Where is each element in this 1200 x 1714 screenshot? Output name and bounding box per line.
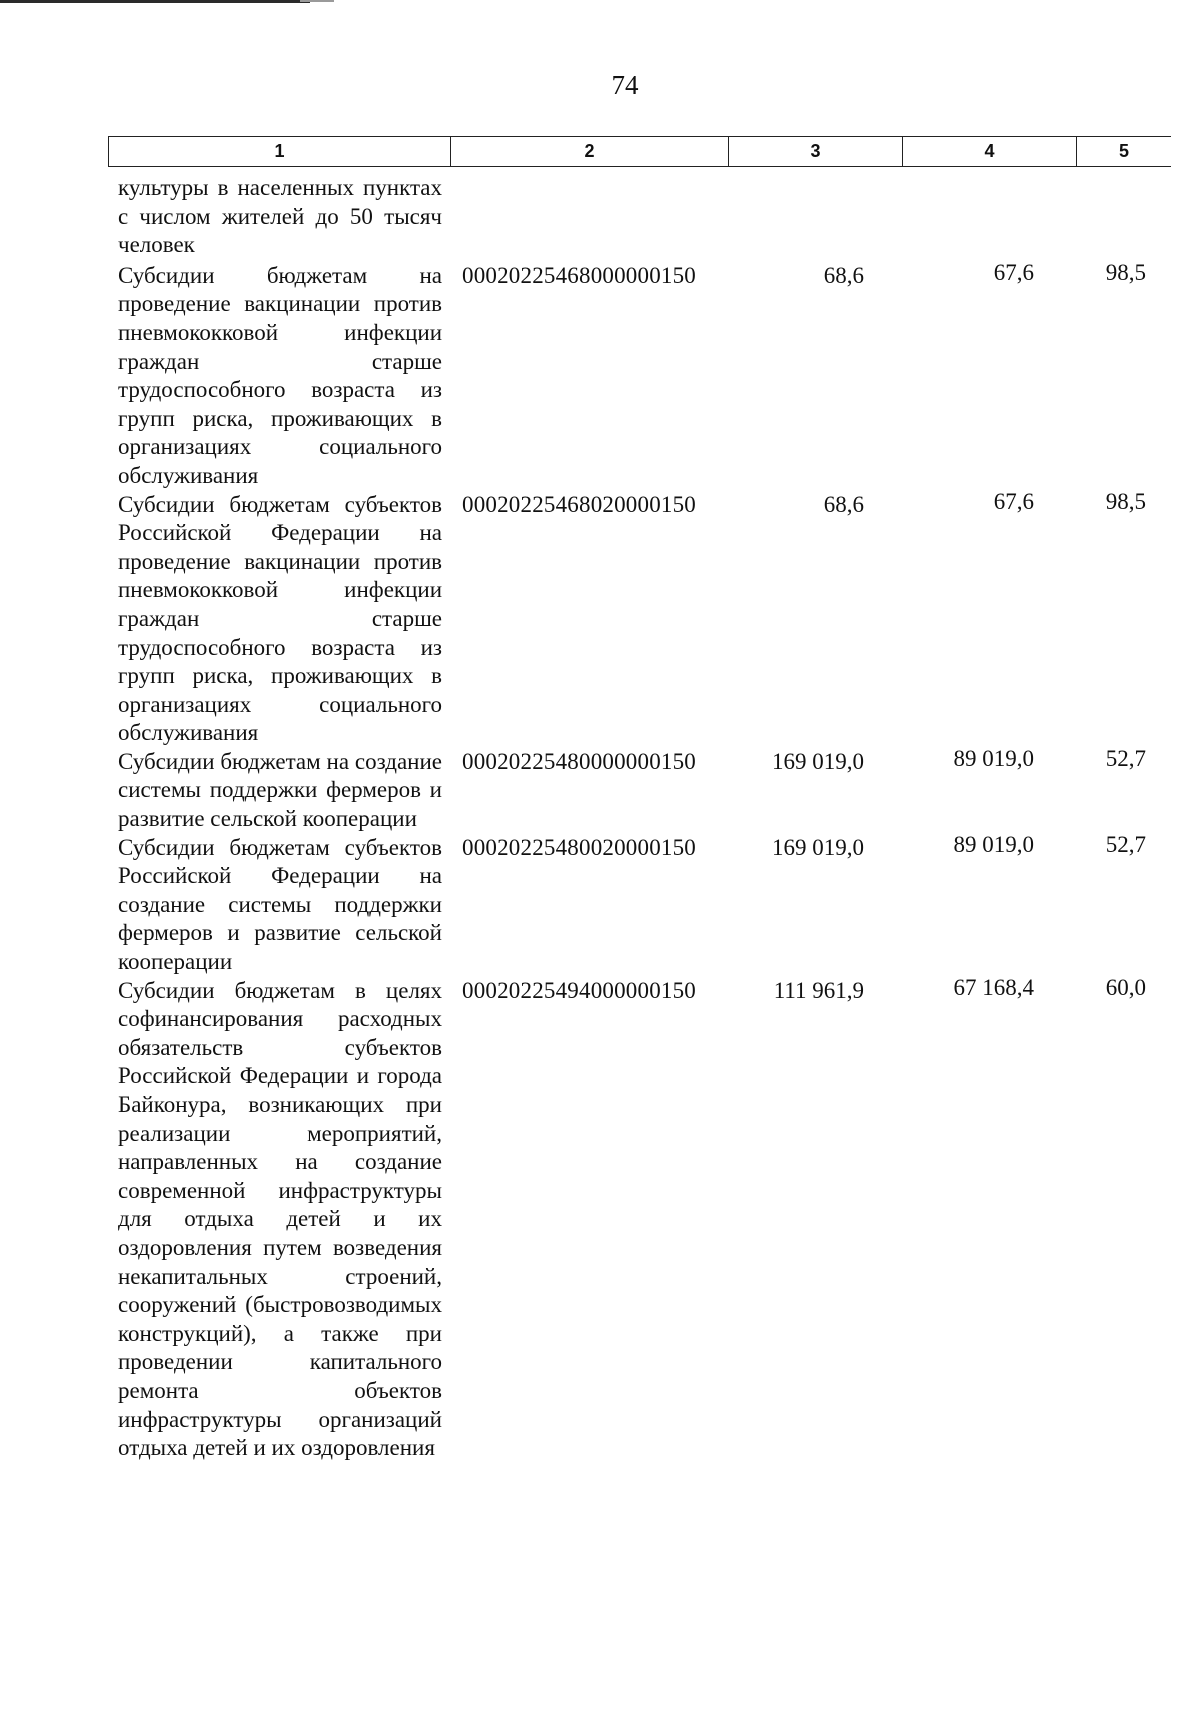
row-value-4: 67 168,4 (953, 974, 1034, 1000)
table-row (0, 974, 1200, 1463)
row-value-5: 60,0 (1105, 974, 1146, 1000)
row-code: 00020225480020000150 (462, 834, 696, 860)
row-value-4: 67,6 (993, 488, 1034, 514)
row-value-5: 98,5 (1105, 488, 1146, 514)
header-col-4: 4 (903, 137, 1077, 166)
scan-artifact-line (0, 0, 310, 3)
table-header (108, 136, 1171, 167)
row-value-5: 52,7 (1105, 831, 1146, 857)
row-name: Субсидии бюджетам субъектов Российской Федерации на создание системы поддержки фермеров и развитие сельской кооперации (118, 834, 442, 975)
table-row (0, 259, 1200, 491)
table-body (0, 174, 1200, 1463)
row-value-4: 89 019,0 (953, 831, 1034, 857)
table-row (0, 745, 1200, 834)
row-code: 00020225468020000150 (462, 491, 696, 517)
row-name: Субсидии бюджетам в целях софинансирования расходных обязательств субъектов Российской Федерации и города Байконура, возникающих при реализации мероприятий, направленных на создание современной инфраструктуры для отдыха детей и их оздоровления путем возведения некапитальных строений, сооружений (быстровозводимых конструкций), а также при проведении капитального ремонта объектов инфраструктуры организаций отдыха детей и их оздоровления (118, 977, 442, 1461)
page-number: 74 (611, 70, 639, 100)
header-col-2: 2 (451, 137, 729, 166)
table-row (0, 174, 1200, 260)
row-value-3: 169 019,0 (772, 748, 864, 774)
row-value-3: 68,6 (823, 262, 864, 288)
row-value-3: 111 961,9 (773, 977, 864, 1003)
row-code: 00020225468000000150 (462, 262, 696, 288)
row-value-4: 67,6 (993, 259, 1034, 285)
row-name: Субсидии бюджетам на создание системы поддержки фермеров и развитие сельской кооперации (118, 748, 442, 832)
header-col-5: 5 (1118, 141, 1129, 161)
row-code: 00020225480000000150 (462, 748, 696, 774)
header-col-1: 1 (109, 137, 451, 166)
table-row (0, 831, 1200, 977)
row-value-3: 169 019,0 (772, 834, 864, 860)
row-value-5: 52,7 (1105, 745, 1146, 771)
row-name: Субсидии бюджетам на проведение вакцинации против пневмококковой инфекции граждан старше трудоспособного возраста из групп риска, проживающих в организациях социального обслуживания (118, 262, 442, 488)
row-name: Субсидии бюджетам субъектов Российской Федерации на проведение вакцинации против пневмококковой инфекции граждан старше трудоспособного возраста из групп риска, проживающих в организациях социального обслуживания (118, 491, 442, 746)
header-col-3: 3 (729, 137, 903, 166)
row-name: культуры в населенных пунктах с числом жителей до 50 тысяч человек (118, 175, 442, 258)
row-value-4: 89 019,0 (953, 745, 1034, 771)
row-code: 00020225494000000150 (462, 977, 696, 1003)
row-value-5: 98,5 (1105, 259, 1146, 285)
row-value-3: 68,6 (823, 491, 864, 517)
scan-artifact-line (300, 0, 334, 2)
table-row (0, 488, 1200, 748)
